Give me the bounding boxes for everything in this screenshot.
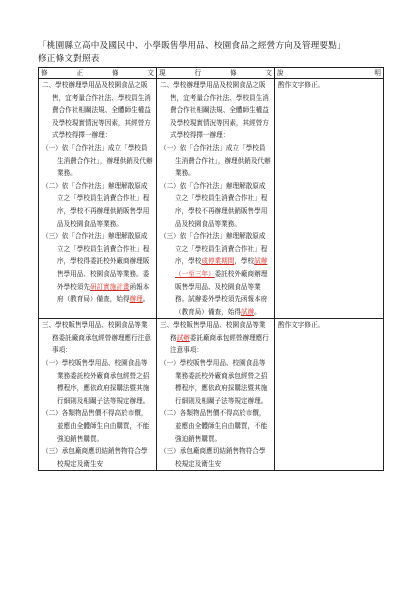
header-char: 條 (229, 69, 237, 77)
header-char: 明 (374, 69, 381, 77)
amended-cell (39, 79, 157, 319)
header-row (39, 68, 384, 79)
list-item: （二）依「合作社法」辦理解散原成立之「學校員生消費合作社」程序，學校不再辦理供銷販售學用品及校園食品等業務。 (42, 181, 150, 228)
article-heading: 二、學校辦理學用品及校園食品之販售，宜考量合作社法、學校員生消費合作社相關法規、全體師生權益及學校現實情況等因素，其經營方式學校得擇一辦理： (42, 81, 151, 140)
list-item: （一）學校販售學用品、校園食品等業務委託校外廠商承包經營之招標程序，應依政府採購法暨其施行細則及相關子法等規定辦理。 (42, 359, 150, 405)
header-char: 修 (41, 69, 48, 77)
item-text: 三、學校販售學用品、校園食品等業務 (160, 321, 266, 342)
highlighted-text: （一至三年） (175, 269, 215, 278)
item-text: 。 (142, 295, 150, 304)
header-char: 說 (277, 69, 284, 77)
comparison-table (38, 67, 384, 471)
list-item (42, 230, 153, 306)
highlighted-text: 試辦 (176, 333, 190, 342)
list-item: （二）各類物品售價不得高於市價，並應由全體師生自由購買，不能強迫銷售購買。 (160, 409, 268, 443)
list-item: （一）依「合作社法」成立「學校員生消費合作社」，辦理供銷及代辦業務。 (42, 143, 153, 178)
header-char: 文 (147, 69, 154, 77)
list-item: （一）學校販售學用品、校園食品等業務委託校外廠商承包經營之招標程序，應依政府採購法暨其施行細則及相關子法等規定辦理。 (160, 359, 268, 405)
article-heading: 三、學校販售學用品、校園食品等業務委託廠商承包經營辦理應行注意事項： (42, 321, 151, 355)
explanation-text: 酌作文字修正。 (278, 321, 325, 330)
list-item: （二）各類物品售價不得高於市價，並應由全體師生自由購買，不能強迫銷售購買。 (42, 409, 150, 443)
current-cell (157, 319, 275, 471)
item-text: 函報本府（教育局）備查，始得 (57, 282, 150, 304)
highlighted-text: 試辦 (240, 307, 255, 316)
amended-cell (39, 319, 157, 471)
explanation-text: 酌作文字修正。 (278, 81, 325, 89)
header-char: 文 (265, 69, 272, 77)
header-current (157, 68, 275, 79)
list-item: （一）依「合作社法」成立「學校員生消費合作社」，辦理供銷及代辦業務。 (160, 143, 271, 178)
header-char: 條 (111, 69, 119, 77)
table-row (39, 79, 384, 319)
header-amended (39, 68, 157, 79)
header-explanation (275, 68, 384, 79)
header-char: 行 (194, 69, 202, 77)
article-heading: 二、學校辦理學用品及校園食品之販售，宜考量合作社法、學校員生消費合作社相關法規、全體師生權益及學校現實情況等因素，其經營方式學校得擇一辦理： (160, 81, 269, 140)
item-text: 。 (254, 307, 261, 316)
current-cell (157, 79, 275, 319)
highlighted-text: 研訂實施計畫 (89, 282, 130, 291)
highlighted-text: 成停業期間 (201, 257, 235, 266)
explanation-cell (275, 79, 384, 319)
header-char: 正 (76, 69, 84, 77)
highlighted-text: 辦理 (129, 295, 143, 304)
title-line-2: 修正條文對照表 (38, 54, 100, 64)
article-heading (160, 319, 271, 357)
list-item: （三）承包廠商應切結銷售物符合學校規定及衛生安 (42, 447, 148, 468)
table-row (39, 319, 384, 471)
highlighted-text: 試辦 (254, 257, 268, 266)
list-item: （三）承包廠商應切結銷售物符合學校規定及衛生安 (160, 447, 266, 468)
title-line-1: 「桃園縣立高中及國民中、小學販售學用品、校園食品之經營方向及管理要點」 (38, 41, 346, 51)
item-text: （三）依「合作社法」辦理解散原成立之「學校員生消費合作社」程序，學校 (160, 232, 268, 266)
list-item (160, 230, 271, 318)
document-title (38, 40, 390, 66)
item-text: 委託校外廠商辦理販售學用品、及校園食品等業務。試辦委外學校須先函報本府（教育局）備查，始得 (175, 269, 268, 316)
explanation-cell (275, 319, 384, 471)
item-text: 委託廠商承包經營辦理應行注意事項： (170, 333, 269, 355)
item-text: ，學校 (234, 257, 255, 266)
item-text: （三）依「合作社法」辦理解散原成立之「學校員生消費合作社」程序，學校得委託校外廠商辦理販售學用品、校園食品等業務。委外學校須先 (42, 232, 150, 291)
list-item: （二）依「合作社法」辦理解散原成立之「學校員生消費合作社」程序，學校不再辦理供銷販售學用品及校園食品等業務。 (160, 181, 268, 228)
header-char: 現 (159, 69, 166, 77)
